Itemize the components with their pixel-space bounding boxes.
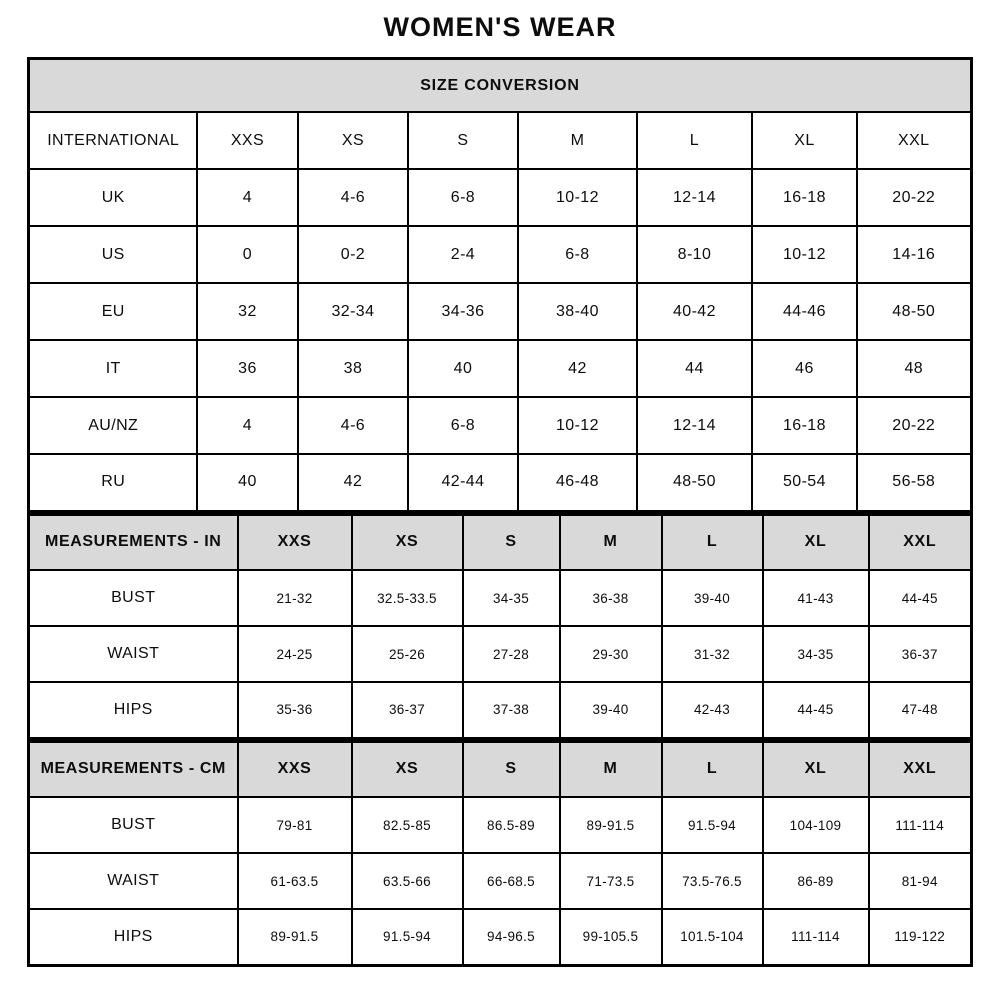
table-row <box>29 909 972 965</box>
table-row <box>29 626 972 682</box>
value-cell: S <box>408 112 518 169</box>
value-cell: M <box>560 741 662 797</box>
value-cell: 111-114 <box>763 909 869 965</box>
row-label-cell: UK <box>29 169 197 226</box>
value-cell: 2-4 <box>408 226 518 283</box>
value-cell: 86.5-89 <box>463 797 560 853</box>
value-cell: 32 <box>197 283 298 340</box>
value-cell: 36-37 <box>869 626 972 682</box>
value-cell: 94-96.5 <box>463 909 560 965</box>
value-cell: 104-109 <box>763 797 869 853</box>
value-cell: M <box>560 514 662 570</box>
value-cell: XXL <box>857 112 971 169</box>
value-cell: 89-91.5 <box>560 797 662 853</box>
value-cell: 16-18 <box>752 169 857 226</box>
value-cell: 48 <box>857 340 971 397</box>
value-cell: 25-26 <box>352 626 463 682</box>
value-cell: 111-114 <box>869 797 972 853</box>
value-cell: 82.5-85 <box>352 797 463 853</box>
value-cell: XL <box>763 514 869 570</box>
value-cell: 10-12 <box>518 169 637 226</box>
value-cell: 12-14 <box>637 169 752 226</box>
value-cell: 4 <box>197 397 298 454</box>
row-label-cell: HIPS <box>29 682 238 738</box>
value-cell: L <box>637 112 752 169</box>
value-cell: 66-68.5 <box>463 853 560 909</box>
value-cell: 32-34 <box>298 283 408 340</box>
value-cell: 20-22 <box>857 169 971 226</box>
table-row <box>29 514 972 570</box>
row-label-cell: INTERNATIONAL <box>29 112 197 169</box>
value-cell: XXL <box>869 741 972 797</box>
size-conversion-table <box>27 57 972 513</box>
value-cell: 42 <box>298 454 408 511</box>
value-cell: 24-25 <box>238 626 352 682</box>
value-cell: 47-48 <box>869 682 972 738</box>
table-row <box>29 570 972 626</box>
size-conversion-body <box>29 112 971 511</box>
value-cell: XS <box>298 112 408 169</box>
value-cell: 29-30 <box>560 626 662 682</box>
value-cell: 40-42 <box>637 283 752 340</box>
row-label-cell: IT <box>29 340 197 397</box>
value-cell: 44-46 <box>752 283 857 340</box>
value-cell: 63.5-66 <box>352 853 463 909</box>
value-cell: 40 <box>408 340 518 397</box>
value-cell: 41-43 <box>763 570 869 626</box>
value-cell: XXS <box>197 112 298 169</box>
row-label-cell: MEASUREMENTS - IN <box>29 514 238 570</box>
value-cell: 42-44 <box>408 454 518 511</box>
value-cell: 6-8 <box>408 169 518 226</box>
value-cell: 36 <box>197 340 298 397</box>
value-cell: 0-2 <box>298 226 408 283</box>
value-cell: 0 <box>197 226 298 283</box>
value-cell: XS <box>352 741 463 797</box>
value-cell: L <box>662 741 763 797</box>
value-cell: 86-89 <box>763 853 869 909</box>
value-cell: 79-81 <box>238 797 352 853</box>
value-cell: 27-28 <box>463 626 560 682</box>
table-row <box>29 682 972 738</box>
table-row <box>29 283 971 340</box>
value-cell: 31-32 <box>662 626 763 682</box>
value-cell: 21-32 <box>238 570 352 626</box>
value-cell: 46-48 <box>518 454 637 511</box>
value-cell: 71-73.5 <box>560 853 662 909</box>
value-cell: XXL <box>869 514 972 570</box>
value-cell: 89-91.5 <box>238 909 352 965</box>
value-cell: 40 <box>197 454 298 511</box>
value-cell: XS <box>352 514 463 570</box>
value-cell: 44 <box>637 340 752 397</box>
value-cell: 99-105.5 <box>560 909 662 965</box>
value-cell: XXS <box>238 741 352 797</box>
value-cell: 39-40 <box>662 570 763 626</box>
value-cell: 4-6 <box>298 169 408 226</box>
value-cell: 101.5-104 <box>662 909 763 965</box>
table-row <box>29 741 972 797</box>
value-cell: 10-12 <box>518 397 637 454</box>
measurements-cm-table <box>27 740 973 967</box>
value-cell: 4 <box>197 169 298 226</box>
value-cell: 48-50 <box>857 283 971 340</box>
value-cell: 20-22 <box>857 397 971 454</box>
value-cell: 46 <box>752 340 857 397</box>
value-cell: 6-8 <box>518 226 637 283</box>
table-row <box>29 340 971 397</box>
value-cell: XXS <box>238 514 352 570</box>
value-cell: 42-43 <box>662 682 763 738</box>
size-conversion-header-row <box>29 59 971 113</box>
value-cell: 35-36 <box>238 682 352 738</box>
value-cell: L <box>662 514 763 570</box>
value-cell: 91.5-94 <box>662 797 763 853</box>
value-cell: 39-40 <box>560 682 662 738</box>
value-cell: 12-14 <box>637 397 752 454</box>
value-cell: XL <box>763 741 869 797</box>
table-row <box>29 169 971 226</box>
table-row <box>29 397 971 454</box>
value-cell: 56-58 <box>857 454 971 511</box>
row-label-cell: BUST <box>29 570 238 626</box>
row-label-cell: WAIST <box>29 853 238 909</box>
value-cell: 42 <box>518 340 637 397</box>
value-cell: 36-38 <box>560 570 662 626</box>
value-cell: 38-40 <box>518 283 637 340</box>
value-cell: 44-45 <box>869 570 972 626</box>
row-label-cell: HIPS <box>29 909 238 965</box>
size-conversion-title: SIZE CONVERSION <box>29 59 971 113</box>
value-cell: M <box>518 112 637 169</box>
value-cell: 37-38 <box>463 682 560 738</box>
row-label-cell: EU <box>29 283 197 340</box>
value-cell: XL <box>752 112 857 169</box>
value-cell: S <box>463 514 560 570</box>
value-cell: 4-6 <box>298 397 408 454</box>
row-label-cell: BUST <box>29 797 238 853</box>
value-cell: 34-35 <box>763 626 869 682</box>
value-cell: 81-94 <box>869 853 972 909</box>
value-cell: 14-16 <box>857 226 971 283</box>
table-row <box>29 454 971 511</box>
value-cell: 44-45 <box>763 682 869 738</box>
value-cell: 34-36 <box>408 283 518 340</box>
value-cell: 36-37 <box>352 682 463 738</box>
value-cell: 48-50 <box>637 454 752 511</box>
row-label-cell: MEASUREMENTS - CM <box>29 741 238 797</box>
table-row <box>29 226 971 283</box>
value-cell: 16-18 <box>752 397 857 454</box>
measurements-in-body <box>29 514 972 738</box>
page-title: WOMEN'S WEAR <box>383 12 617 42</box>
value-cell: 8-10 <box>637 226 752 283</box>
value-cell: 119-122 <box>869 909 972 965</box>
value-cell: 91.5-94 <box>352 909 463 965</box>
measurements-cm-body <box>29 741 972 965</box>
row-label-cell: RU <box>29 454 197 511</box>
table-row <box>29 112 971 169</box>
value-cell: 73.5-76.5 <box>662 853 763 909</box>
value-cell: 32.5-33.5 <box>352 570 463 626</box>
row-label-cell: AU/NZ <box>29 397 197 454</box>
value-cell: 34-35 <box>463 570 560 626</box>
value-cell: 38 <box>298 340 408 397</box>
value-cell: 50-54 <box>752 454 857 511</box>
row-label-cell: US <box>29 226 197 283</box>
row-label-cell: WAIST <box>29 626 238 682</box>
table-row <box>29 797 972 853</box>
value-cell: 6-8 <box>408 397 518 454</box>
measurements-in-table <box>27 513 973 740</box>
value-cell: S <box>463 741 560 797</box>
table-row <box>29 853 972 909</box>
value-cell: 10-12 <box>752 226 857 283</box>
value-cell: 61-63.5 <box>238 853 352 909</box>
